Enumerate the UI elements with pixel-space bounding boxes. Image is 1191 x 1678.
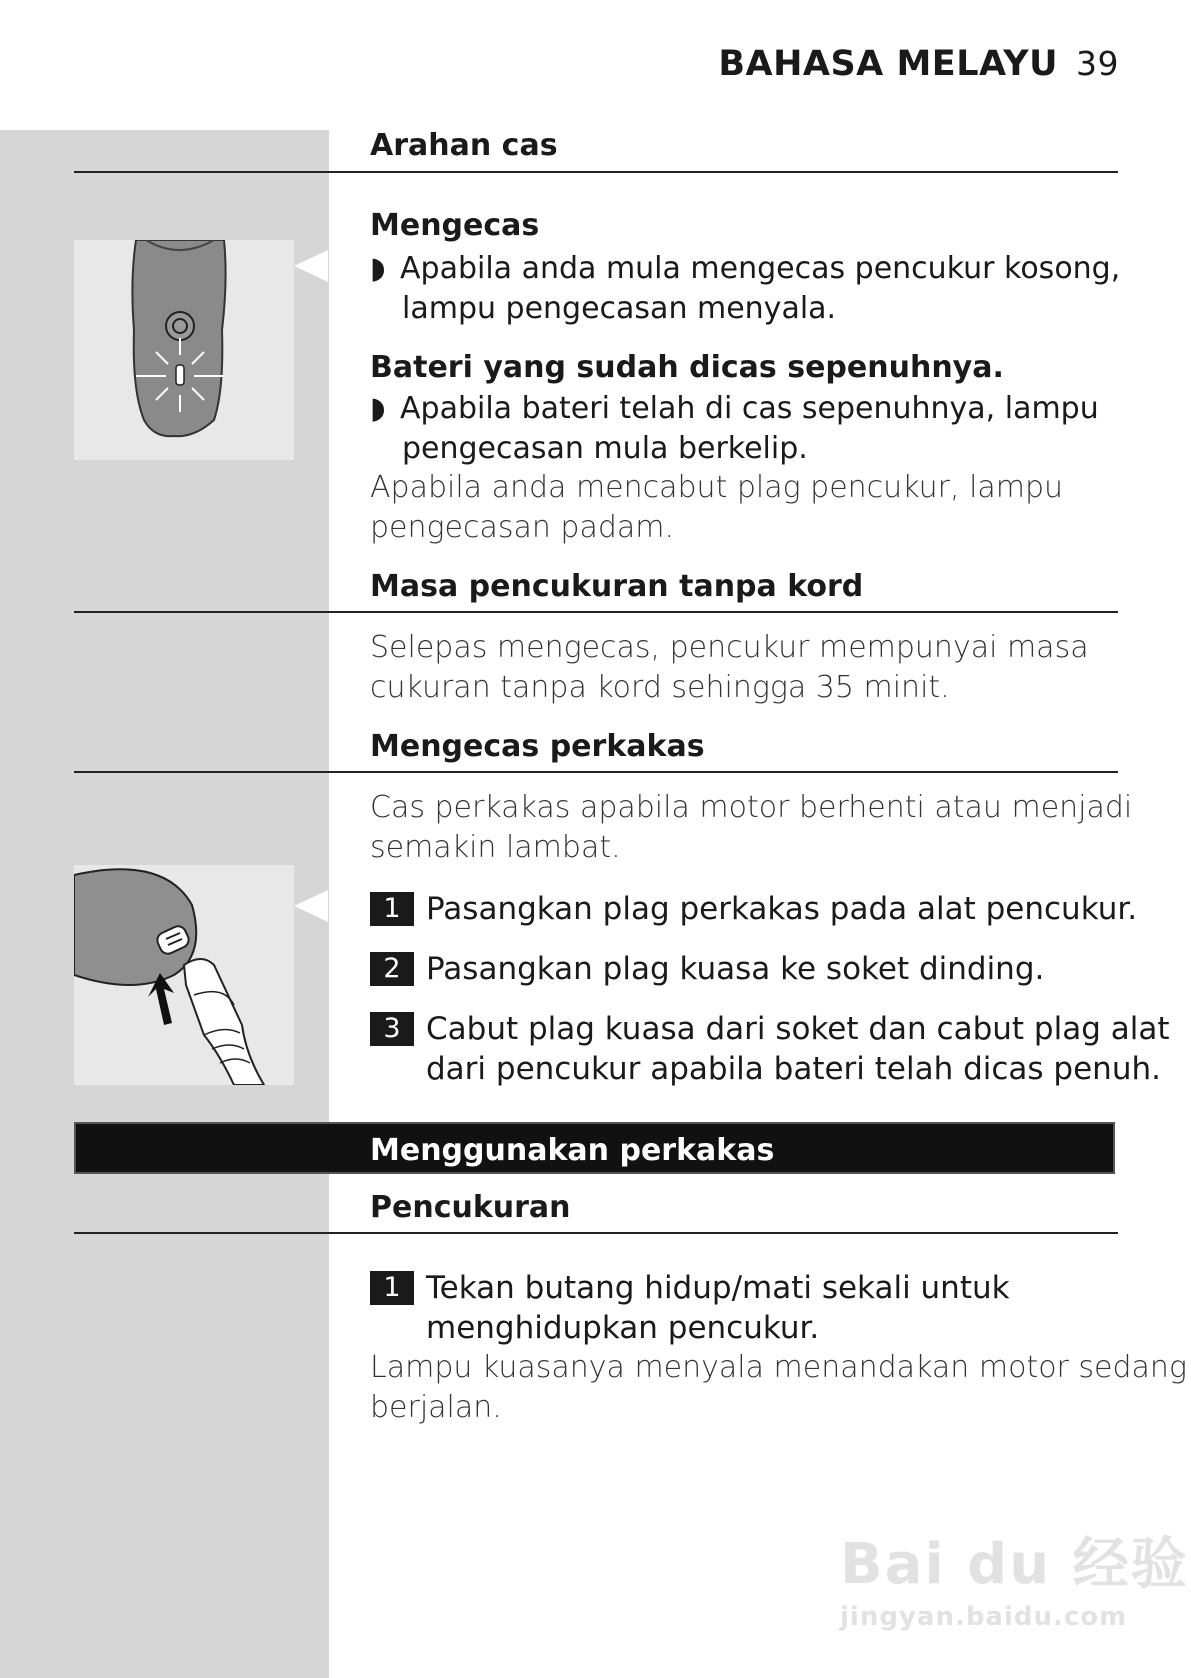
divider: [74, 611, 1118, 613]
step-number-badge: 1: [370, 892, 414, 926]
divider: [74, 771, 1118, 773]
illustration-pointer: [294, 890, 328, 922]
note-unplug: Apabila anda mencabut plag pencukur, lampu pengecasan padam.: [370, 470, 1064, 545]
subsection-title-charging: Mengecas: [370, 208, 540, 243]
divider: [74, 171, 1118, 173]
section-title-cordless: Masa pencukuran tanpa kord: [370, 569, 864, 604]
watermark-brand: Bai du 经验: [840, 1532, 1189, 1597]
bullet-marker: ◗: [370, 251, 386, 286]
shaver-charging-illustration: [74, 240, 294, 460]
shaving-step-1: 1 Tekan butang hidup/mati sekali untuk menghidupkan pencukur.: [370, 1268, 1010, 1348]
section-banner-using: [74, 1122, 1115, 1174]
bullet-marker: ◗: [370, 391, 386, 426]
step-2: 2 Pasangkan plag kuasa ke soket dinding.: [370, 949, 1044, 989]
divider: [74, 1232, 1118, 1234]
section-banner-title: Menggunakan perkakas: [370, 1133, 775, 1168]
page-header: [718, 44, 1119, 84]
illustration-pointer: [294, 250, 328, 282]
step-number-badge: 1: [370, 1271, 414, 1305]
section-title-shaving: Pencukuran: [370, 1190, 571, 1225]
baidu-watermark: [840, 1520, 1189, 1632]
subsection-title-battery-full: Bateri yang sudah dicas sepenuhnya.: [370, 350, 1004, 385]
section-title-charging-appliance: Mengecas perkakas: [370, 729, 705, 764]
section-title-charging: Arahan cas: [370, 128, 558, 163]
bullet-battery-full: ◗ Apabila bateri telah di cas sepenuhnya, lampu pengecasan mula berkelip.: [370, 391, 1099, 466]
cordless-text: Selepas mengecas, pencukur mempunyai masa cukuran tanpa kord sehingga 35 minit.: [370, 630, 1089, 705]
step-3: 3 Cabut plag kuasa dari soket dan cabut plag alat dari pencukur apabila bateri telah dicas penuh.: [370, 1009, 1170, 1089]
watermark-url: jingyan.baidu.com: [840, 1602, 1128, 1632]
language-title: BAHASA MELAYU: [718, 44, 1058, 84]
step-number-badge: 2: [370, 952, 414, 986]
page-number: 39: [1076, 44, 1119, 83]
plug-cord-illustration: [74, 865, 294, 1085]
charging-intro: Cas perkakas apabila motor berhenti atau menjadi semakin lambat.: [370, 790, 1133, 865]
power-light-note: Lampu kuasanya menyala menandakan motor sedang berjalan.: [370, 1350, 1187, 1425]
step-1: 1 Pasangkan plag perkakas pada alat pencukur.: [370, 889, 1137, 929]
step-number-badge: 3: [370, 1012, 414, 1046]
bullet-charging: ◗ Apabila anda mula mengecas pencukur kosong, lampu pengecasan menyala.: [370, 251, 1121, 326]
